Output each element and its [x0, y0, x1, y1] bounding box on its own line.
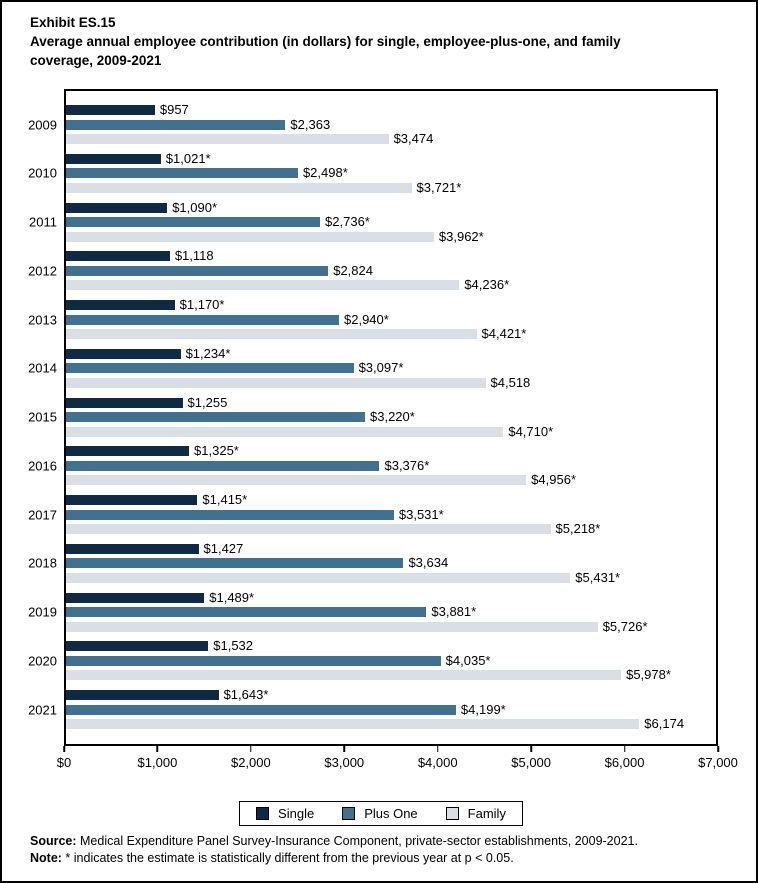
bar-value-label: $3,721* [416, 179, 462, 195]
bar-row [66, 311, 716, 327]
year-label: 2016 [28, 458, 57, 474]
note-text: * indicates the estimate is statistically different from the previous year at p < 0.05. [61, 851, 514, 865]
bar-family-2011 [66, 232, 434, 242]
bar-value-label: $4,956* [531, 472, 577, 488]
bar-single-2011 [66, 203, 167, 213]
bar-row [66, 116, 716, 132]
bar-single-2010 [66, 154, 161, 164]
year-label: 2017 [28, 507, 57, 522]
bar-value-label: $2,736* [325, 214, 370, 229]
bar-value-label: $4,518 [490, 374, 531, 390]
bar-value-label: $1,170* [179, 297, 225, 312]
bar-groups [28, 91, 716, 744]
bar-value-label: $3,881* [431, 604, 477, 619]
chart-title-line1: Average annual employee contribution (in dollars) for single, employee-plus-one, and family [30, 34, 621, 49]
bar-single-2014 [66, 349, 181, 359]
bar-plus-one-2019 [66, 607, 426, 617]
bar-family-2013 [66, 329, 477, 339]
bar-group-2020 [28, 638, 716, 683]
year-label: 2012 [28, 263, 57, 279]
legend-swatch-icon [256, 807, 269, 820]
bar-row [66, 555, 716, 571]
legend-label: Single [278, 806, 315, 821]
legend-item-plus-one [342, 806, 417, 821]
x-tick-mark [250, 746, 252, 752]
year-label: 2009 [28, 117, 57, 132]
bar-row [66, 360, 716, 376]
bar-group-2009 [28, 102, 716, 146]
bar-row [66, 179, 716, 195]
bar-value-label: $2,498* [302, 165, 348, 181]
x-tick-mark [530, 746, 532, 752]
legend-wrap [2, 801, 758, 826]
bar-row [66, 589, 716, 605]
bar-plus-one-2015 [66, 412, 365, 422]
x-tick-mark [437, 746, 439, 752]
bar-row [66, 443, 716, 459]
bar-row [66, 472, 716, 488]
exhibit-number: Exhibit ES.15 [30, 15, 116, 30]
bar-row [66, 345, 716, 361]
bar-row [66, 150, 716, 166]
bar-plus-one-2017 [66, 510, 394, 520]
bar-plus-one-2012 [66, 266, 328, 276]
bar-value-label: $6,174 [644, 716, 685, 731]
bar-value-label: $2,363 [290, 116, 331, 132]
bar-family-2019 [66, 622, 598, 632]
source-label: Source: [30, 834, 77, 848]
bar-family-2016 [66, 475, 526, 485]
bar-value-label: $4,236* [464, 277, 510, 293]
bar-row [66, 701, 716, 717]
x-tick-label: $0 [56, 755, 72, 770]
year-label: 2014 [28, 360, 57, 376]
bar-value-label: $1,489* [209, 589, 255, 605]
bar-row [66, 423, 716, 439]
bar-value-label: $5,978* [626, 667, 671, 683]
bar-plus-one-2013 [66, 315, 339, 325]
year-label: 2015 [28, 409, 57, 425]
x-tick-label: $7,000 [698, 755, 738, 770]
bar-plus-one-2009 [66, 120, 285, 130]
legend-item-family [446, 806, 506, 821]
bar-row [66, 165, 716, 181]
bar-row [66, 492, 716, 507]
bar-group-2014 [28, 345, 716, 390]
bar-value-label: $1,325* [194, 443, 239, 459]
bar-family-2015 [66, 427, 503, 437]
bar-row [66, 214, 716, 229]
x-tick-label: $4,000 [417, 755, 458, 770]
bar-group-2013 [28, 297, 716, 341]
bar-single-2020 [66, 641, 208, 651]
x-tick-label: $2,000 [230, 755, 271, 770]
x-tick-mark [624, 746, 626, 752]
source-text: Medical Expenditure Panel Survey-Insurance Component, private-sector establishments, 2009-2021. [76, 834, 638, 848]
year-label: 2021 [28, 702, 57, 717]
bar-row [66, 604, 716, 619]
bar-value-label: $1,255 [187, 394, 228, 410]
bar-value-label: $1,234* [185, 345, 231, 361]
bar-group-2021 [28, 687, 716, 731]
bar-value-label: $2,824 [333, 262, 373, 278]
chart-title-block [30, 13, 736, 70]
bar-group-2011 [29, 199, 716, 244]
bar-row [66, 262, 716, 278]
bar-row [66, 228, 716, 244]
note-label: Note: [30, 851, 62, 865]
bar-single-2015 [66, 398, 183, 408]
legend [239, 801, 523, 826]
bar-row [66, 638, 716, 654]
bar-value-label: $4,035* [445, 652, 491, 668]
bar-group-2016 [28, 443, 716, 488]
bar-value-label: $2,940* [344, 311, 389, 327]
bar-row [66, 409, 716, 424]
bar-family-2010 [66, 183, 412, 193]
x-axis [56, 746, 738, 780]
source-line [30, 833, 742, 850]
bar-group-2012 [28, 248, 716, 293]
bar-group-2017 [28, 492, 716, 536]
bar-single-2016 [66, 446, 189, 456]
note-line [30, 850, 742, 867]
bar-value-label: $1,415* [202, 492, 248, 507]
legend-label: Plus One [364, 806, 418, 821]
bar-row [66, 506, 716, 522]
chart-title-line2: coverage, 2009-2021 [30, 53, 162, 68]
bar-row [66, 457, 716, 473]
bar-plus-one-2011 [66, 217, 320, 227]
bar-plus-one-2016 [66, 461, 379, 471]
bar-row [66, 667, 716, 683]
bar-value-label: $3,376* [384, 457, 430, 473]
bar-row [66, 102, 716, 117]
bar-value-label: $3,634 [408, 555, 449, 571]
bar-single-2018 [66, 544, 199, 554]
bar-family-2021 [66, 719, 639, 729]
bar-family-2012 [66, 280, 459, 290]
bar-row [66, 374, 716, 390]
bar-row [66, 199, 716, 215]
bar-group-2019 [28, 589, 716, 634]
legend-label: Family [467, 806, 506, 821]
bar-value-label: $1,427 [203, 540, 244, 556]
bar-value-label: $3,220* [370, 409, 415, 424]
year-label: 2013 [28, 312, 57, 327]
bar-plus-one-2010 [66, 168, 298, 178]
bar-row [66, 131, 716, 146]
bar-value-label: $5,218* [555, 521, 601, 536]
bar-row [66, 394, 716, 410]
bar-value-label: $3,474 [393, 131, 434, 146]
bar-value-label: $3,962* [438, 228, 484, 244]
bar-group-2015 [28, 394, 716, 439]
bar-single-2019 [66, 593, 204, 603]
bar-family-2009 [66, 134, 389, 144]
bar-group-2010 [28, 150, 716, 195]
x-tick-mark [63, 746, 65, 752]
bar-value-label: $3,531* [398, 506, 444, 522]
bar-single-2012 [66, 251, 170, 261]
bar-row [66, 326, 716, 341]
bar-plus-one-2018 [66, 558, 403, 568]
bar-plus-one-2020 [66, 656, 441, 666]
bar-value-label: $5,431* [575, 569, 621, 585]
bar-row [66, 277, 716, 293]
bar-group-2018 [28, 540, 716, 585]
year-label: 2011 [29, 214, 57, 230]
x-tick-mark [157, 746, 159, 752]
bar-family-2014 [66, 378, 486, 388]
bar-value-label: $1,021* [165, 150, 211, 166]
x-tick-label: $6,000 [604, 755, 645, 770]
bar-value-label: $1,643* [223, 687, 269, 702]
bar-value-label: $1,118 [174, 248, 214, 264]
bar-value-label: $4,710* [508, 423, 554, 439]
bar-single-2017 [66, 495, 197, 505]
bar-family-2020 [66, 670, 621, 680]
bar-row [66, 618, 716, 634]
bar-row [66, 569, 716, 585]
bar-value-label: $3,097* [358, 360, 404, 376]
bar-single-2013 [66, 300, 175, 310]
chart-area [28, 89, 738, 780]
bar-plus-one-2021 [66, 705, 456, 715]
bar-single-2021 [66, 690, 219, 700]
plot-area [28, 89, 718, 746]
x-tick-mark [717, 746, 719, 752]
bar-family-2017 [66, 524, 551, 534]
x-tick-mark [344, 746, 346, 752]
footer [30, 833, 742, 867]
year-label: 2018 [28, 555, 57, 571]
x-tick-label: $1,000 [137, 755, 178, 770]
bar-family-2018 [66, 573, 570, 583]
bar-value-label: $5,726* [602, 618, 648, 634]
bar-value-label: $1,090* [172, 199, 218, 215]
legend-swatch-icon [446, 807, 459, 820]
bar-value-label: $957 [159, 102, 189, 117]
bar-row [66, 540, 716, 556]
x-tick-label: $5,000 [511, 755, 552, 770]
bar-row [66, 687, 716, 702]
x-tick-label: $3,000 [324, 755, 365, 770]
bar-value-label: $1,532 [213, 638, 254, 654]
bar-plus-one-2014 [66, 363, 354, 373]
legend-item-single [256, 806, 314, 821]
bar-row [66, 248, 716, 264]
bar-single-2009 [66, 105, 155, 115]
bar-row [66, 716, 716, 731]
year-label: 2020 [28, 653, 57, 669]
bar-row [66, 521, 716, 536]
year-label: 2019 [28, 604, 57, 620]
bar-row [66, 297, 716, 312]
year-label: 2010 [28, 165, 57, 181]
bar-row [66, 652, 716, 668]
legend-swatch-icon [342, 807, 355, 820]
bar-value-label: $4,421* [481, 326, 527, 341]
bar-value-label: $4,199* [460, 701, 506, 717]
